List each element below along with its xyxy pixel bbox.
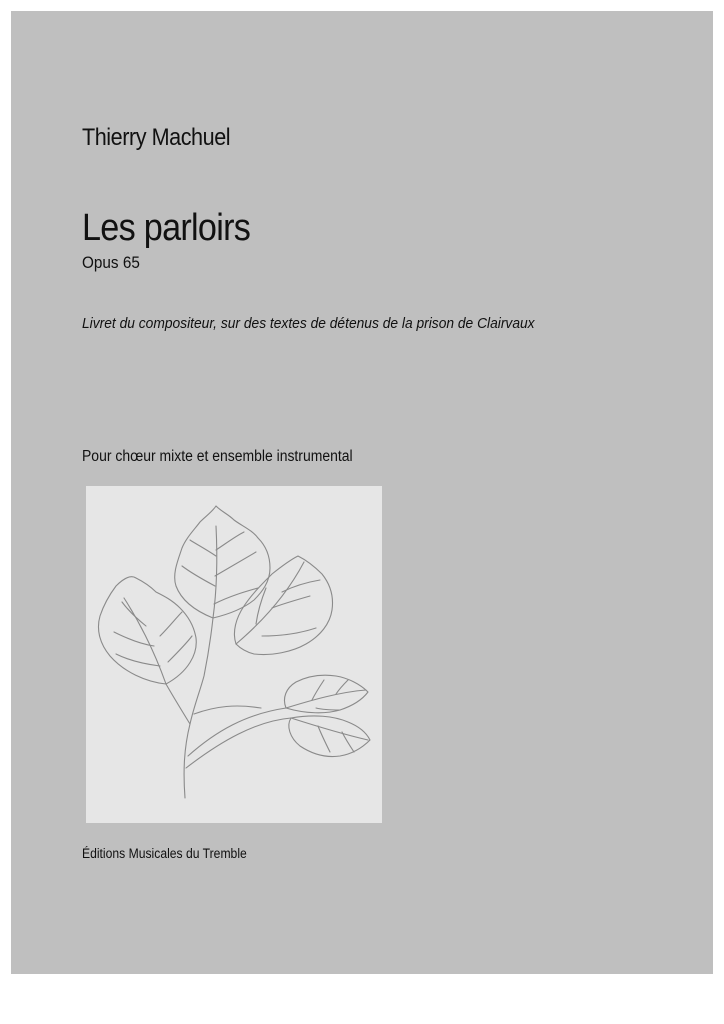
stem-branch-left	[166, 684, 190, 724]
composer-name: Thierry Machuel	[82, 124, 231, 151]
stem-lower-branch-2	[186, 718, 291, 768]
stem-lower-branch	[188, 708, 286, 756]
leaf-left	[98, 577, 196, 684]
instrumentation: Pour chœur mixte et ensemble instrumental	[82, 448, 353, 465]
leaf-top	[175, 506, 270, 618]
leaf-right-lower	[284, 675, 368, 713]
opus-number: Opus 65	[82, 253, 140, 272]
main-stem	[184, 618, 213, 798]
leaf-right-upper	[234, 556, 332, 655]
work-title: Les parloirs	[82, 207, 251, 249]
publisher-name: Éditions Musicales du Tremble	[82, 846, 247, 861]
leaf-branch-drawing	[86, 486, 382, 823]
cover-page	[11, 11, 713, 974]
leaf-illustration	[86, 486, 382, 823]
stem-branch-right	[194, 706, 261, 714]
libretto-note: Livret du compositeur, sur des textes de détenus de la prison de Clairvaux	[82, 315, 535, 332]
